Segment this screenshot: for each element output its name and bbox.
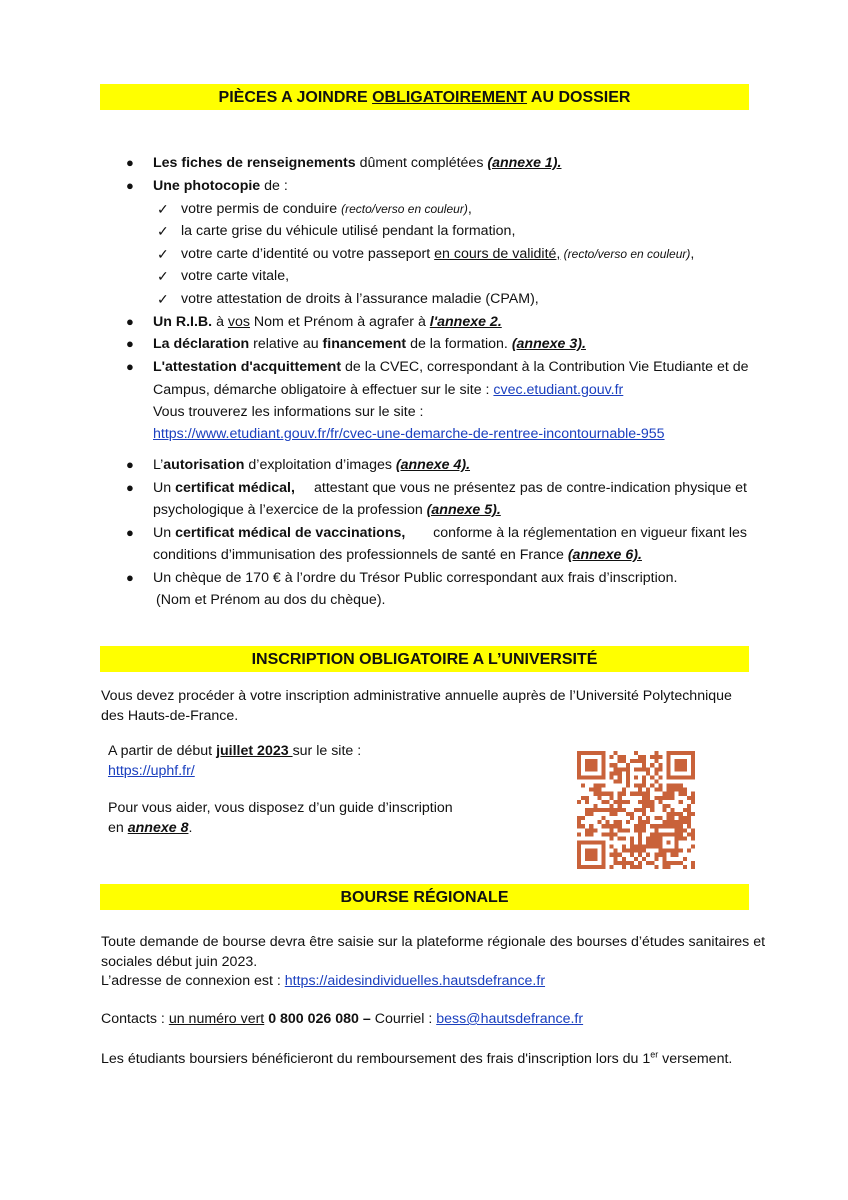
date-bold: juillet 2023 xyxy=(216,743,293,759)
item-text: psychologique à l’exercice de la profession xyxy=(153,502,427,518)
bullet-icon: ● xyxy=(126,570,134,585)
bullet-icon: ● xyxy=(126,457,134,472)
item-text: L’ xyxy=(153,457,164,473)
section-title-pieces xyxy=(100,84,749,110)
sub-list-item xyxy=(181,199,472,219)
bullet-icon: ● xyxy=(126,336,134,351)
text: L’adresse de connexion est : xyxy=(101,973,285,989)
item-bold: autorisation xyxy=(163,457,245,473)
bullet-icon: ● xyxy=(126,359,134,374)
list-item-continued xyxy=(156,590,386,610)
email-link[interactable]: bess@hautsdefrance.fr xyxy=(436,1011,584,1027)
bullet-icon: ● xyxy=(126,480,134,495)
text: . xyxy=(188,820,193,836)
list-item xyxy=(153,153,561,173)
checkmark-icon: ✓ xyxy=(157,268,169,284)
annex-ref: (annexe 4). xyxy=(395,457,471,473)
annex-ref: (annexe 6). xyxy=(567,547,642,563)
text: des Hauts-de-France. xyxy=(101,708,239,724)
text: Courriel : xyxy=(370,1011,437,1027)
text: sociales début juin 2023. xyxy=(101,954,258,970)
section-title-bourse: BOURSE RÉGIONALE xyxy=(100,884,749,910)
annex-ref: l'annexe 2. xyxy=(429,314,502,330)
list-item xyxy=(153,568,677,588)
list-item xyxy=(153,334,586,354)
checkmark-icon: ✓ xyxy=(157,291,169,307)
sub-list-item xyxy=(181,244,694,264)
item-text: de : xyxy=(260,178,288,194)
text: en xyxy=(108,820,128,836)
item-text: Nom et Prénom à agrafer à xyxy=(249,314,430,330)
list-item-continued xyxy=(153,500,501,520)
text: versement. xyxy=(658,1051,733,1067)
paragraph xyxy=(101,932,765,952)
paragraph xyxy=(101,706,238,726)
bullet-icon: ● xyxy=(126,525,134,540)
sub-list-item xyxy=(181,266,289,286)
cvec-info-link[interactable]: https://www.etudiant.gouv.fr/fr/cvec-une-demarche-de-rentree-incontournable-955 xyxy=(153,426,665,442)
item-text: Campus, démarche obligatoire à effectuer sur le site : xyxy=(153,382,494,398)
text: sur le site : xyxy=(292,743,362,759)
title-part: PIÈCES A JOINDRE xyxy=(218,89,373,106)
item-text: relative au xyxy=(249,336,323,352)
checkmark-icon: ✓ xyxy=(157,201,169,217)
text: A partir de début xyxy=(108,743,217,759)
list-item-continued xyxy=(153,402,423,422)
item-text: votre permis de conduire xyxy=(181,201,342,217)
annex-ref: (annexe 3). xyxy=(511,336,586,352)
item-text: d’exploitation d’images xyxy=(244,457,396,473)
item-text-wrap xyxy=(153,523,405,543)
item-bold: L'attestation d'acquittement xyxy=(153,359,342,375)
item-tail: , xyxy=(690,246,695,262)
bullet-icon: ● xyxy=(126,314,134,329)
item-text: conditions d’immunisation des professionnels de santé en France xyxy=(153,547,568,563)
checkmark-icon: ✓ xyxy=(157,246,169,262)
text-underlined: un numéro vert xyxy=(168,1011,265,1027)
paragraph xyxy=(101,971,545,991)
item-bold: certificat médical, xyxy=(175,480,295,496)
bullet-icon: ● xyxy=(126,178,134,193)
item-note: (recto/verso en couleur) xyxy=(560,247,691,261)
text: Pour vous aider, vous disposez d’un guide d’inscription xyxy=(108,800,453,816)
item-text: Un chèque de 170 € à l’ordre du Trésor Public correspondant aux frais d’inscription. xyxy=(153,570,678,586)
aides-link[interactable]: https://aidesindividuelles.hautsdefrance.fr xyxy=(284,973,546,989)
cvec-link[interactable]: cvec.etudiant.gouv.fr xyxy=(493,382,624,398)
item-text: de la CVEC, correspondant à la Contribution Vie Etudiante et de xyxy=(341,359,749,375)
item-text: dûment complétées xyxy=(355,155,488,171)
item-bold: Les fiches de renseignements xyxy=(153,155,356,171)
title-emphasis: OBLIGATOIREMENT xyxy=(372,89,528,106)
list-item-continued xyxy=(153,424,665,444)
phone-number: 0 800 026 080 – xyxy=(264,1011,371,1027)
item-tail: , xyxy=(467,201,472,217)
text: Les étudiants boursiers bénéficieront du remboursement des frais d'inscription lors du 1 xyxy=(101,1051,651,1067)
item-text: conforme à la réglementation en vigueur fixant les xyxy=(433,525,747,541)
item-text: Un xyxy=(153,480,176,496)
text: Toute demande de bourse devra être saisie sur la plateforme régionale des bourses d’études sanitaires et xyxy=(101,934,766,950)
item-bold: financement xyxy=(322,336,407,352)
item-text: votre carte vitale, xyxy=(181,268,290,284)
list-item xyxy=(153,176,288,196)
list-item-continued xyxy=(153,545,642,565)
item-underlined: vos xyxy=(227,314,250,330)
paragraph xyxy=(101,686,732,706)
annex-ref: annexe 8 xyxy=(127,820,189,836)
paragraph xyxy=(108,818,192,838)
list-item xyxy=(153,312,502,332)
item-bold: La déclaration xyxy=(153,336,250,352)
text: Vous devez procéder à votre inscription administrative annuelle auprès de l’Université Polytechnique xyxy=(101,688,732,704)
item-text-wrap xyxy=(153,478,295,498)
item-bold: certificat médical de vaccinations, xyxy=(175,525,406,541)
uphf-link[interactable]: https://uphf.fr/ xyxy=(108,763,195,779)
annex-ref: (annexe 5). xyxy=(426,502,501,518)
item-bold: Un R.I.B. xyxy=(153,314,213,330)
item-text: votre attestation de droits à l’assurance maladie (CPAM), xyxy=(181,291,539,307)
sub-list-item xyxy=(181,289,539,309)
bullet-icon: ● xyxy=(126,155,134,170)
contacts-line xyxy=(101,1009,583,1029)
item-text: de la formation. xyxy=(406,336,512,352)
list-item-continued xyxy=(153,380,623,400)
superscript: er xyxy=(650,1049,659,1060)
paragraph xyxy=(108,761,195,781)
section-title-inscription: INSCRIPTION OBLIGATOIRE A L’UNIVERSITÉ xyxy=(100,646,749,672)
paragraph xyxy=(101,952,257,972)
list-item xyxy=(153,455,470,475)
annex-ref: (annexe 1). xyxy=(487,155,562,171)
sub-list-item xyxy=(181,221,515,241)
item-text: à xyxy=(212,314,228,330)
paragraph xyxy=(101,1049,732,1069)
title-part: AU DOSSIER xyxy=(527,89,631,106)
item-text: Un xyxy=(153,525,176,541)
item-text: la carte grise du véhicule utilisé pendant la formation, xyxy=(181,223,516,239)
item-text: votre carte d’identité ou votre passeport xyxy=(181,246,435,262)
list-item xyxy=(153,357,749,377)
paragraph xyxy=(108,798,453,818)
item-underlined: en cours de validité, xyxy=(434,246,561,262)
item-bold: Une photocopie xyxy=(153,178,261,194)
checkmark-icon: ✓ xyxy=(157,223,169,239)
item-note: (recto/verso en couleur) xyxy=(341,202,468,216)
item-text: (Nom et Prénom au dos du chèque). xyxy=(156,592,386,608)
qr-code-icon[interactable] xyxy=(577,751,695,869)
text: Contacts : xyxy=(101,1011,169,1027)
list-item xyxy=(153,478,747,498)
paragraph xyxy=(108,741,361,761)
item-text: Vous trouverez les informations sur le site : xyxy=(153,404,424,420)
item-text: attestant que vous ne présentez pas de contre-indication physique et xyxy=(313,480,747,496)
list-item xyxy=(153,523,747,543)
